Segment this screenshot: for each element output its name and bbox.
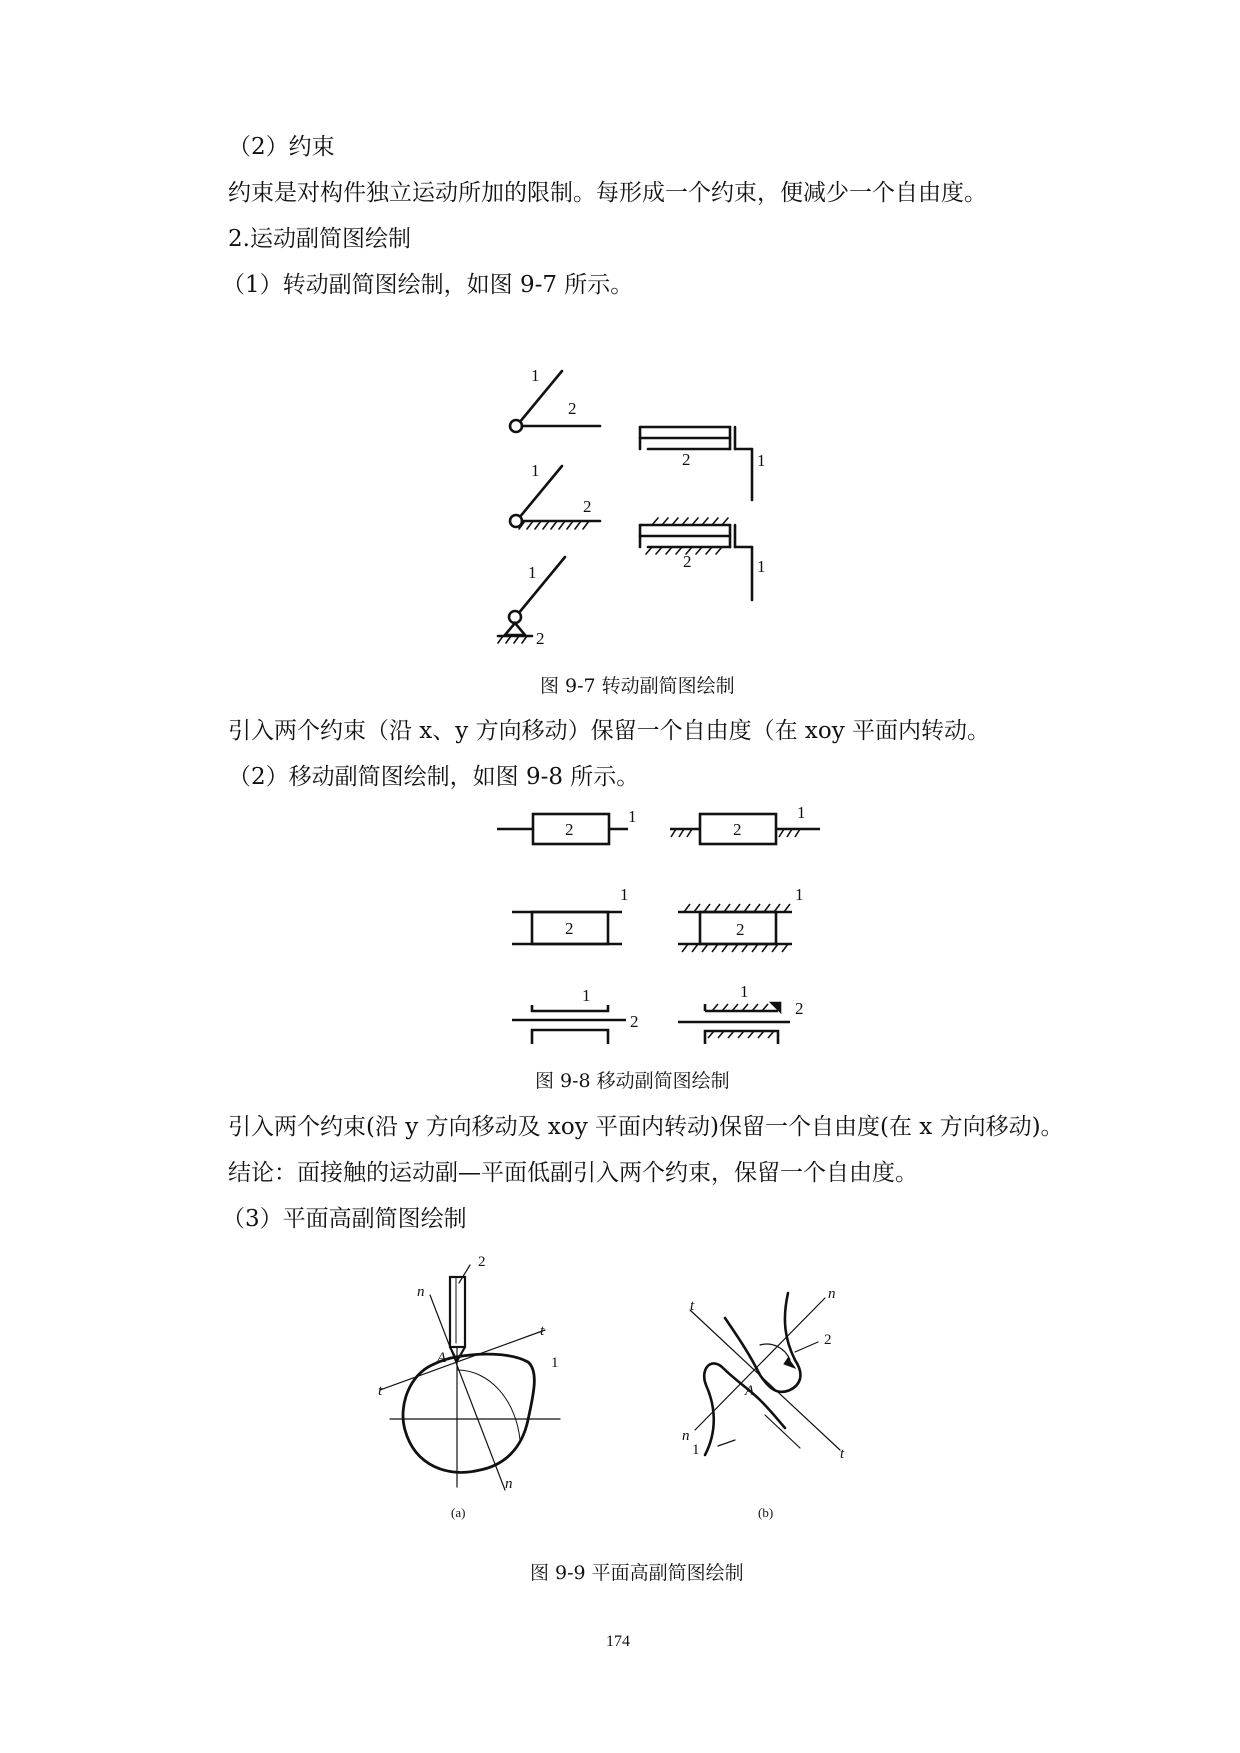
fig7-label-2-e: 2: [683, 552, 692, 571]
paragraph-prismatic-constraint: 引入两个约束(沿 y 方向移动及 xoy 平面内转动)保留一个自由度(在 x 方向移动)。: [228, 1114, 1064, 1140]
paragraph-revolute-constraint: 引入两个约束（沿 x、y 方向移动）保留一个自由度（在 xoy 平面内转动。: [228, 718, 991, 744]
fig9b-label-n-top: n: [828, 1286, 836, 1302]
caption-figure-9-7: 图 9-7 转动副简图绘制: [540, 675, 735, 697]
fig9b-label-t-top: t: [690, 1298, 695, 1314]
paragraph-conclusion: 结论：面接触的运动副—平面低副引入两个约束，保留一个自由度。: [228, 1160, 918, 1186]
caption-figure-9-8: 图 9-8 移动副简图绘制: [535, 1070, 730, 1092]
fig7-label-1-e: 1: [757, 557, 766, 576]
fig8-label-1-b: 1: [797, 803, 806, 822]
fig8-label-2-c: 2: [565, 919, 574, 938]
fig9-sub-b: (b): [758, 1505, 774, 1520]
fig8-label-2-d: 2: [736, 920, 745, 939]
caption-figure-9-9: 图 9-9 平面高副简图绘制: [530, 1562, 744, 1584]
paragraph-revolute-pair: （1）转动副简图绘制，如图 9-7 所示。: [222, 272, 634, 298]
fig7-label-1-b: 1: [531, 461, 540, 480]
page-number: 174: [606, 1633, 630, 1650]
section-heading-constraint: （2）约束: [228, 134, 335, 160]
fig8-label-2-e: 2: [630, 1012, 639, 1031]
fig8-label-1-d: 1: [795, 885, 804, 904]
paragraph-higher-pair: （3）平面高副简图绘制: [222, 1206, 467, 1232]
fig7-label-1-a: 1: [531, 366, 540, 385]
fig8-label-2-f: 2: [795, 999, 804, 1018]
fig9a-label-n-top: n: [417, 1284, 425, 1300]
fig7-label-2-b: 2: [583, 497, 592, 516]
fig9a-label-2: 2: [478, 1254, 486, 1270]
fig7-label-2-c: 2: [536, 629, 545, 648]
fig8-label-1-f: 1: [740, 982, 749, 1001]
fig9b-label-2: 2: [824, 1332, 832, 1348]
fig9a-label-t-right: t: [540, 1323, 545, 1339]
fig9a-label-A: A: [437, 1350, 447, 1366]
section-heading-kinematic-pair: 2.运动副简图绘制: [228, 226, 411, 252]
fig7-label-1-d: 1: [757, 451, 766, 470]
fig7-label-2-a: 2: [568, 399, 577, 418]
fig9b-label-n-bottom: n: [682, 1428, 690, 1444]
fig9a-label-t-left: t: [378, 1383, 383, 1399]
fig9b-label-A: A: [745, 1383, 755, 1399]
fig8-label-1-a: 1: [628, 807, 637, 826]
fig9a-label-n-bottom: n: [505, 1476, 513, 1492]
paragraph-constraint-definition: 约束是对构件独立运动所加的限制。每形成一个约束，便减少一个自由度。: [228, 180, 987, 206]
fig7-label-2-d: 2: [682, 450, 691, 469]
fig8-label-1-c: 1: [620, 885, 629, 904]
fig8-label-2-a: 2: [565, 820, 574, 839]
fig8-label-1-e: 1: [582, 986, 591, 1005]
fig9b-label-t-bottom: t: [840, 1446, 845, 1462]
fig7-label-1-c: 1: [528, 563, 537, 582]
fig8-label-2-b: 2: [733, 820, 742, 839]
paragraph-prismatic-pair: （2）移动副简图绘制，如图 9-8 所示。: [228, 764, 640, 790]
fig9-sub-a: (a): [451, 1505, 466, 1520]
fig9a-label-1: 1: [551, 1355, 559, 1371]
fig9b-label-1: 1: [692, 1442, 700, 1458]
